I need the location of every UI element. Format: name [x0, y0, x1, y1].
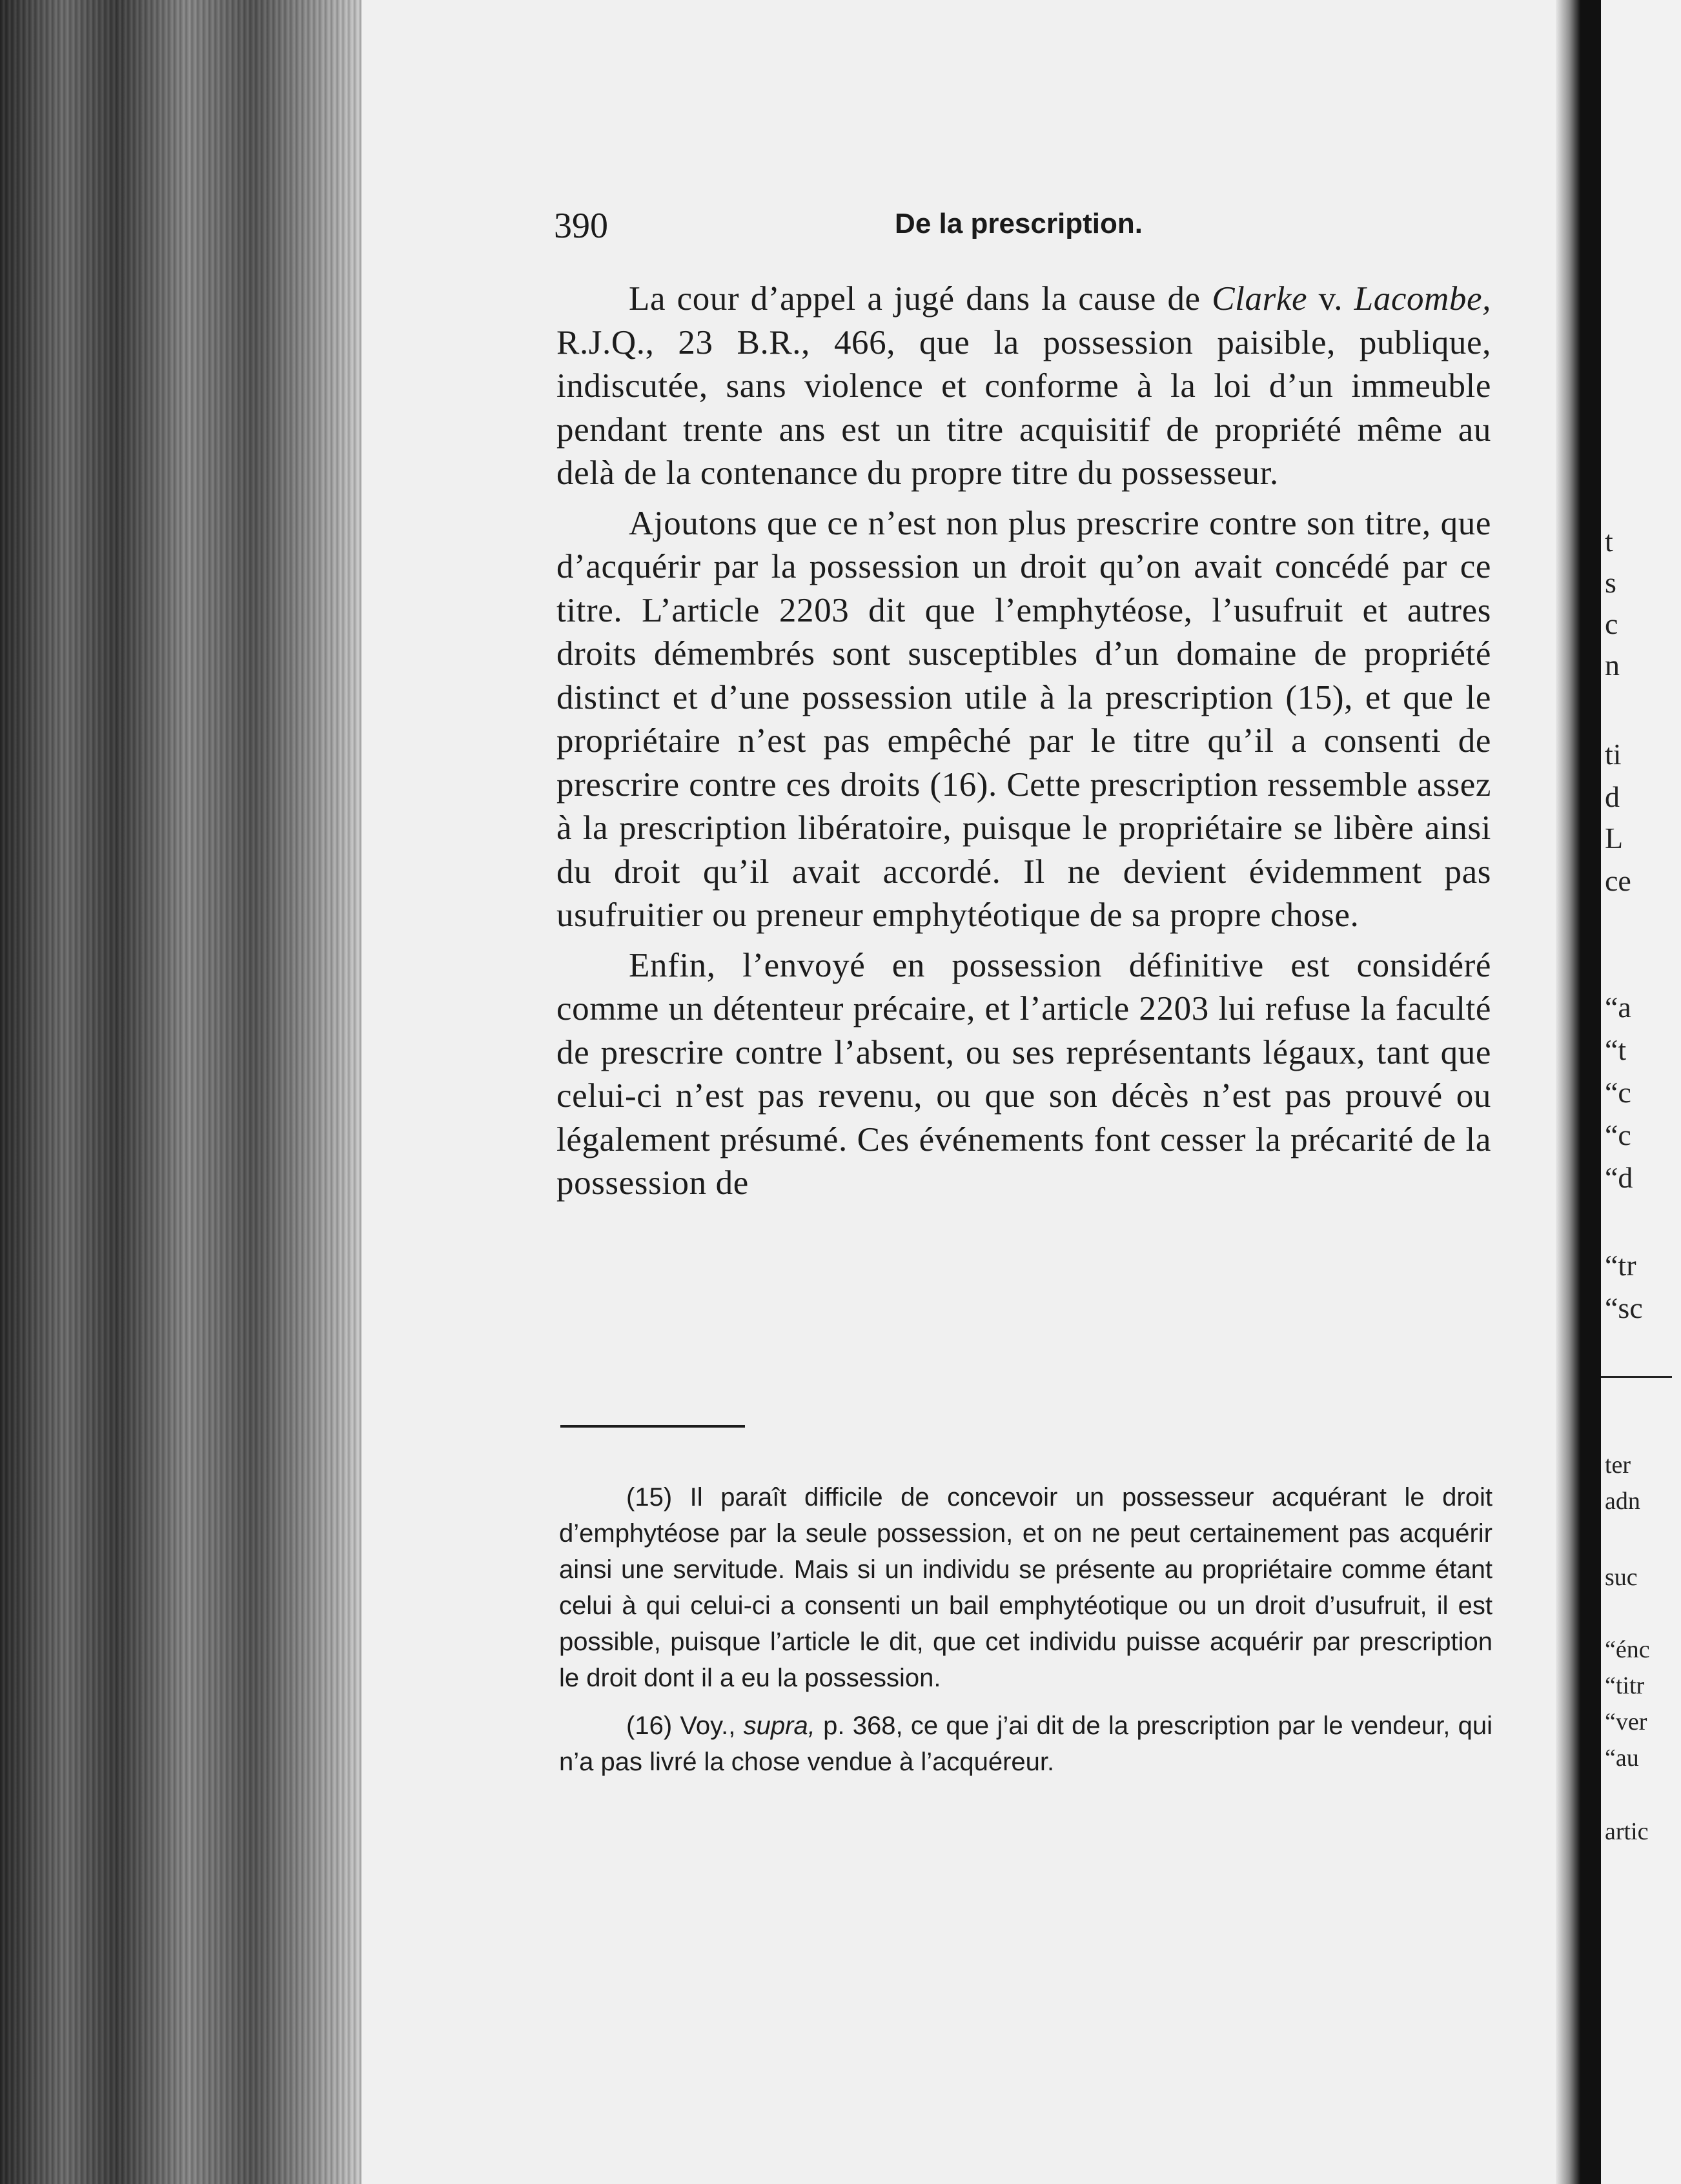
- facing-fragment: “d: [1605, 1161, 1633, 1194]
- body-text: [556, 278, 1491, 1212]
- running-head: [554, 205, 1483, 250]
- facing-fragment: “titr: [1605, 1672, 1645, 1699]
- text-run: p. 368, ce que j’ai dit de la prescription par le vendeur, qui n’a pas livré la chose vendue à l’acquéreur.: [559, 1712, 1493, 1776]
- facing-fragment: s: [1605, 566, 1616, 599]
- text-run: v.: [1307, 280, 1354, 318]
- text-run: (16) Voy.,: [626, 1712, 744, 1740]
- paragraph: [556, 502, 1491, 938]
- italic-run: Clarke: [1212, 280, 1308, 318]
- facing-fragment: L: [1605, 822, 1624, 854]
- text-run: La cour d’appel a jugé dans la cause de: [629, 280, 1212, 318]
- facing-fragment: “tr: [1605, 1249, 1636, 1282]
- facing-fragment: adn: [1605, 1488, 1640, 1515]
- facing-fragment: “ver: [1605, 1708, 1647, 1735]
- page-number: 390: [554, 206, 608, 246]
- facing-page-edge: [1601, 0, 1681, 2184]
- facing-fragment: “c: [1605, 1118, 1631, 1151]
- facing-fragment: d: [1605, 780, 1620, 813]
- facing-fragment: “au: [1605, 1744, 1639, 1772]
- text-run: (15) Il paraît difficile de concevoir un possesseur acquérant le droit d’emphytéose par la seule possession, et on ne peut certainement pas acquérir ainsi une servitude. Mais si un individu se présente au propriétaire comme étant celui à qui celui-ci a consenti un bail emphytéotique ou un droit d’usufruit, il est possible, puisque l’article le dit, que cet individu puisse acquérir par prescription le droit dont il a eu la possession.: [559, 1483, 1493, 1692]
- facing-fragment: “énc: [1605, 1636, 1650, 1663]
- text-run: Enfin, l’envoyé en possession définitive est considéré comme un détenteur précaire, et l’article 2203 lui refuse la faculté de prescrire contre l’absent, ou ses représentants légaux, tant que celui-ci n’est pas revenu, ou que son décès n’est pas prouvé ou légalement présumé. Ces événements font cesser la précarité de la possession de: [556, 946, 1491, 1202]
- footnote-separator: [560, 1425, 745, 1428]
- facing-fragment: suc: [1605, 1564, 1638, 1591]
- facing-fragment: “a: [1605, 991, 1631, 1024]
- facing-fragment: artic: [1605, 1818, 1649, 1845]
- page-title: De la prescription.: [895, 208, 1143, 239]
- text-run: Ajoutons que ce n’est non plus prescrire contre son titre, que d’acquérir par la possession un droit qu’on avait concédé par ce titre. L’article 2203 dit que l’emphytéose, l’usufruit et autres droits démembrés sont susceptibles d’un domaine de propriété distinct et d’une possession utile à la prescription (15), et que le propriétaire n’est pas empêché par le titre qu’il a consenti de prescrire contre ces droits (16). Cette prescription ressemble assez à la prescription libératoire, puisque le propriétaire se libère ainsi du droit qu’il avait accordé. Il ne devient évidemment pas usufruitier ou preneur emphytéotique de sa propre chose.: [556, 504, 1491, 934]
- text-run: R.J.Q., 23 B.R., 466, que la possession paisible, publique, indiscutée, sans violence et conforme à la loi d’un immeuble pendant trente ans est un titre acquisitif de propriété même au delà de la contenance du propre titre du possesseur.: [556, 323, 1491, 492]
- footnote: [559, 1479, 1493, 1696]
- gutter-shadow: [1556, 0, 1601, 2184]
- footnotes: [559, 1479, 1493, 1792]
- italic-run: supra,: [743, 1712, 815, 1740]
- italic-run: Lacombe,: [1354, 280, 1491, 318]
- facing-fragment: ce: [1605, 864, 1631, 897]
- facing-fragment: “c: [1605, 1076, 1631, 1109]
- facing-fragment: ter: [1605, 1451, 1631, 1479]
- facing-fragment: n: [1605, 649, 1620, 682]
- facing-fragment: “sc: [1605, 1291, 1643, 1324]
- paragraph: [556, 944, 1491, 1206]
- paragraph: [556, 278, 1491, 496]
- facing-fragment: ti: [1605, 738, 1622, 771]
- facing-fragment: c: [1605, 607, 1618, 640]
- facing-fragment: t: [1605, 525, 1613, 558]
- book-edge: [0, 0, 362, 2184]
- facing-footnote-rule: [1601, 1376, 1672, 1378]
- facing-fragment: “t: [1605, 1033, 1627, 1066]
- footnote: [559, 1708, 1493, 1780]
